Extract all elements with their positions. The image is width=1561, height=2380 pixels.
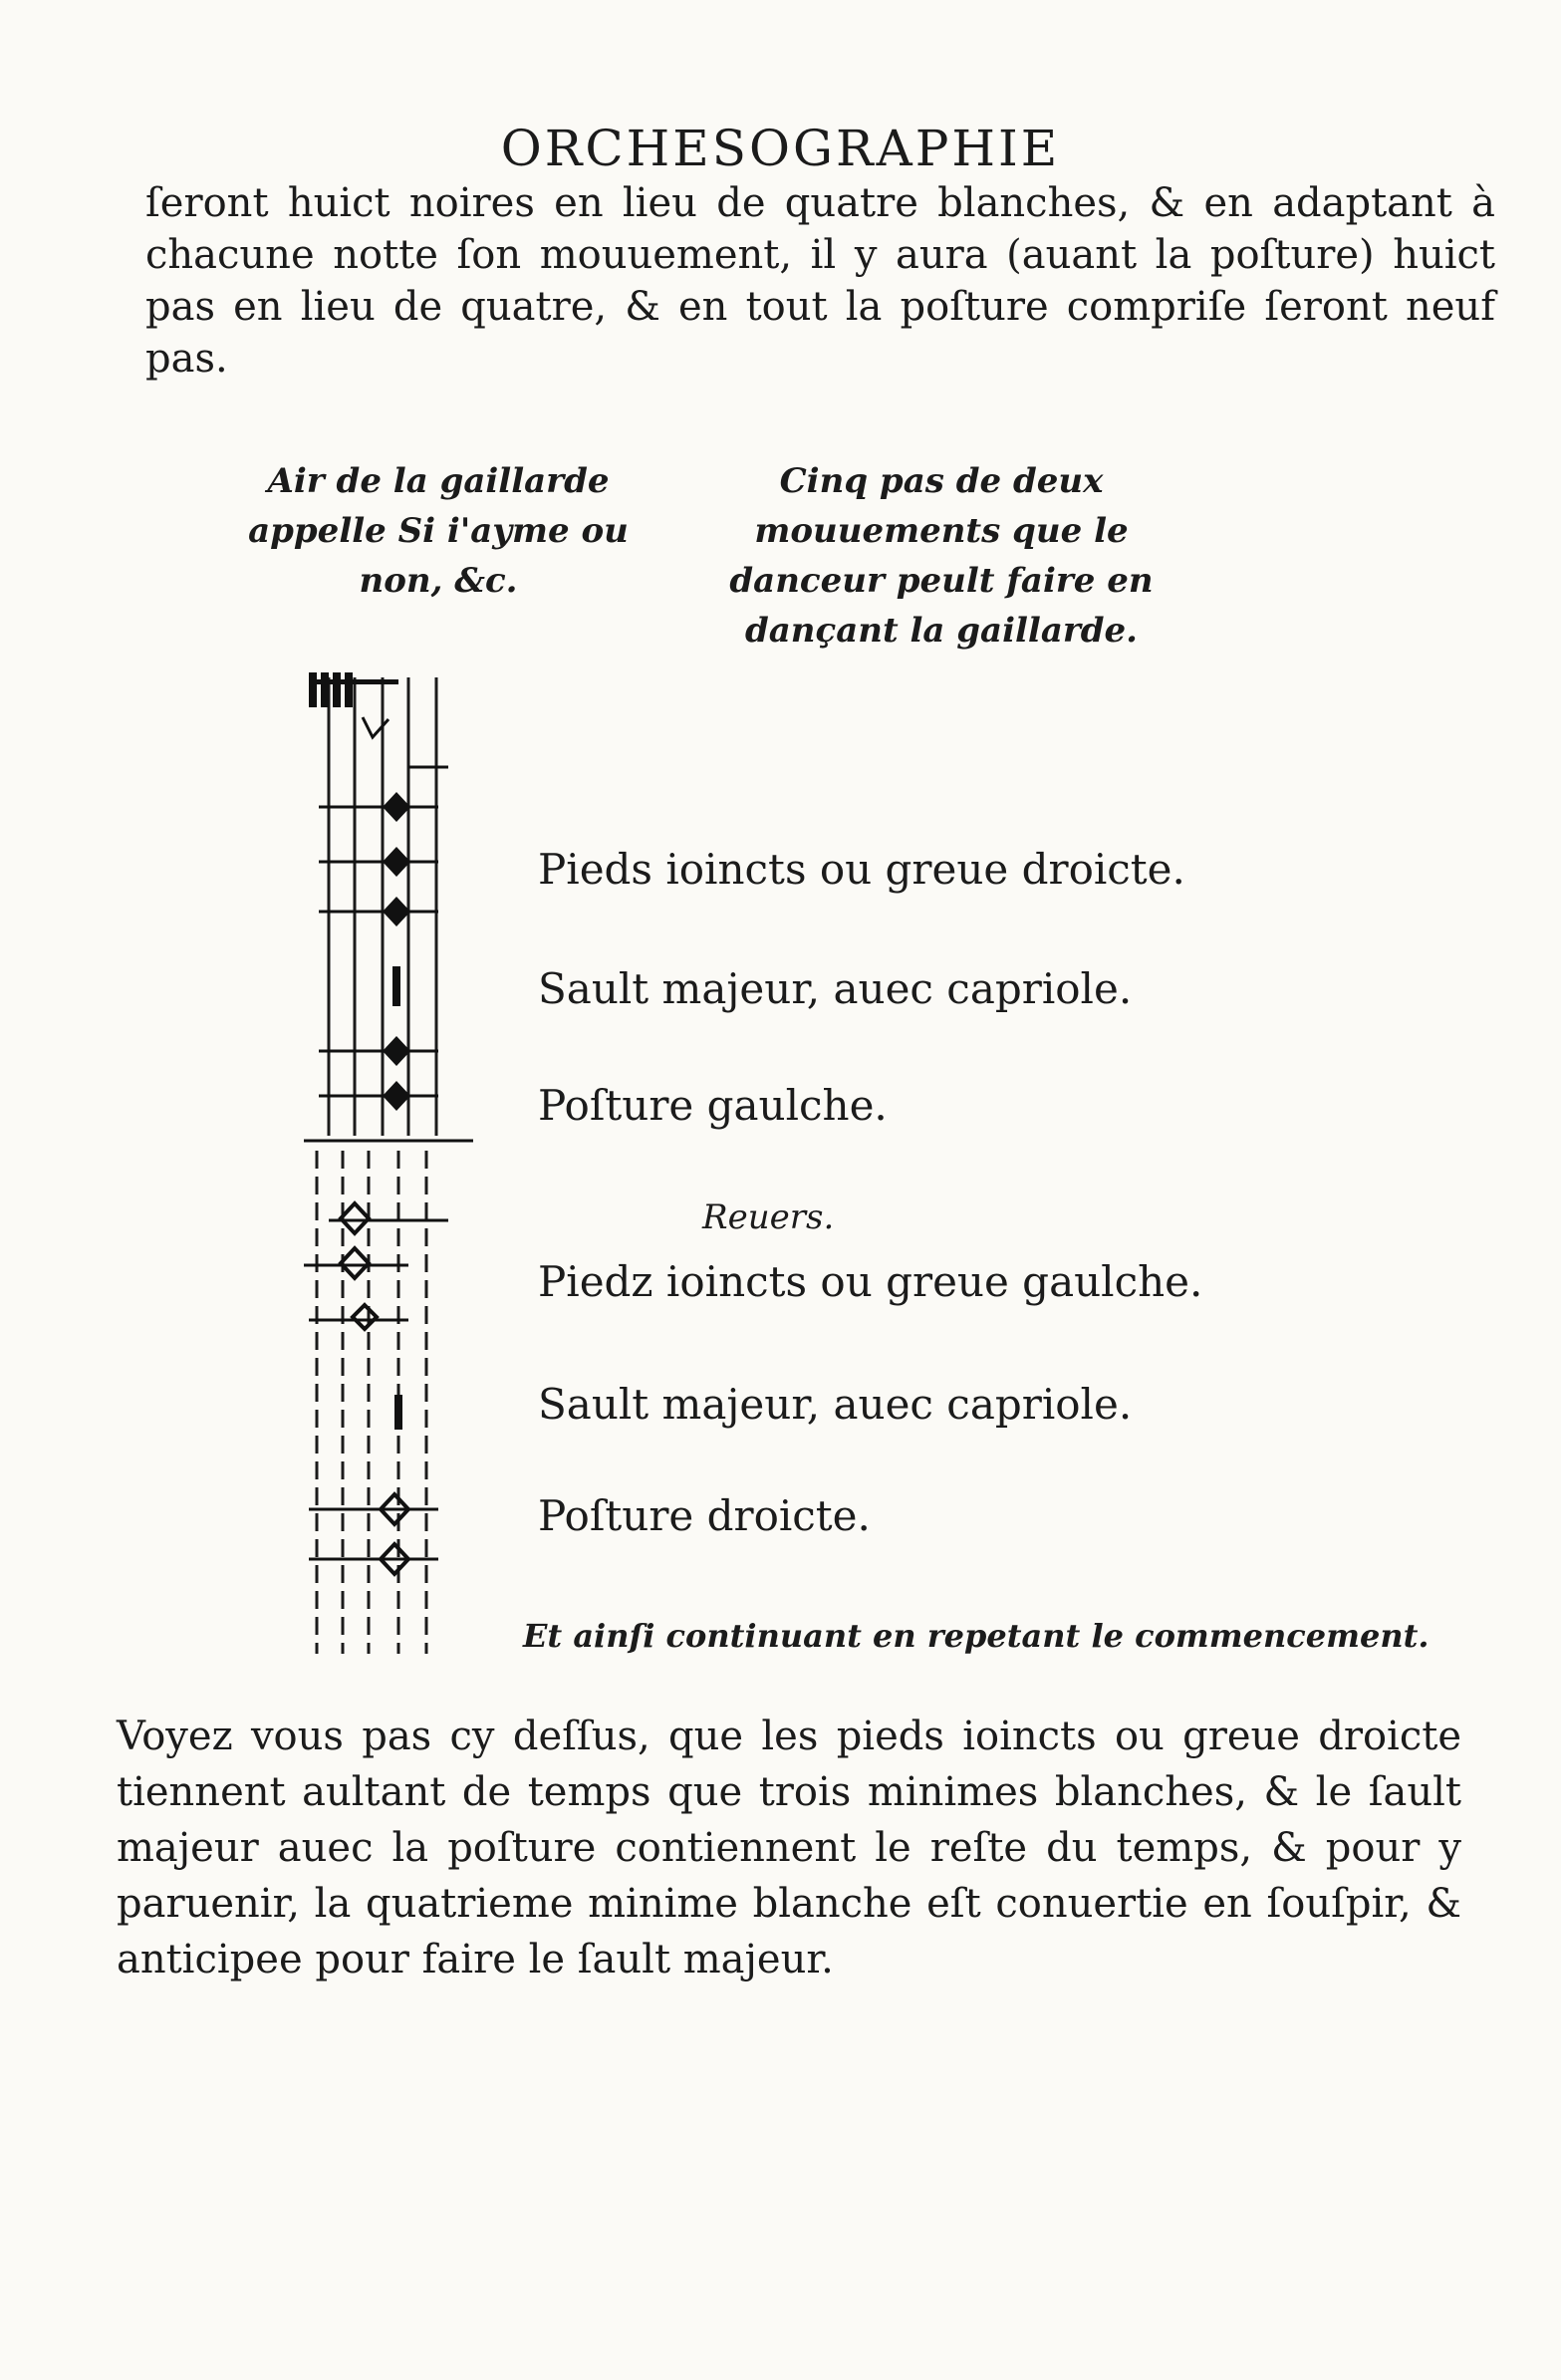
rest-mark	[394, 1395, 402, 1430]
step-4: Piedz ioincts ou greue gaulche.	[538, 1257, 1203, 1306]
step-3: Poſture gaulche.	[538, 1081, 888, 1130]
step-2: Sault majeur, auec capriole.	[538, 964, 1133, 1013]
caption-air-gaillarde: Air de la gaillarde appelle Si i'ayme ou non, &c.	[248, 461, 629, 601]
diamond-notes-upper	[383, 792, 410, 1111]
reuers-label: Reuers.	[702, 1197, 835, 1237]
closing-note: Et ainſi continuant en repetant le commencement.	[523, 1617, 1430, 1655]
paragraph-top: ſeront huict noires en lieu de quatre blanches, & en adaptant à chacune notte ſon mouuement, il y aura (auant la poſture) huict pas en lieu de quatre, & en tout la poſture compriſe ſeront neuf pas.	[145, 180, 1495, 382]
staff-lines-upper	[329, 677, 436, 1136]
step-5: Sault majeur, auec capriole.	[538, 1380, 1133, 1429]
paragraph-bottom: Voyez vous pas cy deſſus, que les pieds ioincts ou greue droicte tiennent aultant de temps que trois minimes blanches, & le ſault majeur auec la poſture contiennent le reſte du temps, & pour y paruenir, la quatrieme minime blanche eſt conuertie en ſouſpir, & anticipee pour faire le ſault majeur.	[117, 1714, 1461, 1983]
music-tablature-staff	[299, 658, 478, 1654]
caption-cinq-pas: Cinq pas de deux mouuements que le danceur peult faire en dançant la gaillarde.	[729, 461, 1154, 651]
staff-lines-lower	[317, 1151, 426, 1654]
step-1: Pieds ioincts ou greue droicte.	[538, 845, 1185, 894]
step-6: Poſture droicte.	[538, 1491, 871, 1540]
running-head: ORCHESOGRAPHIE	[500, 120, 1061, 177]
